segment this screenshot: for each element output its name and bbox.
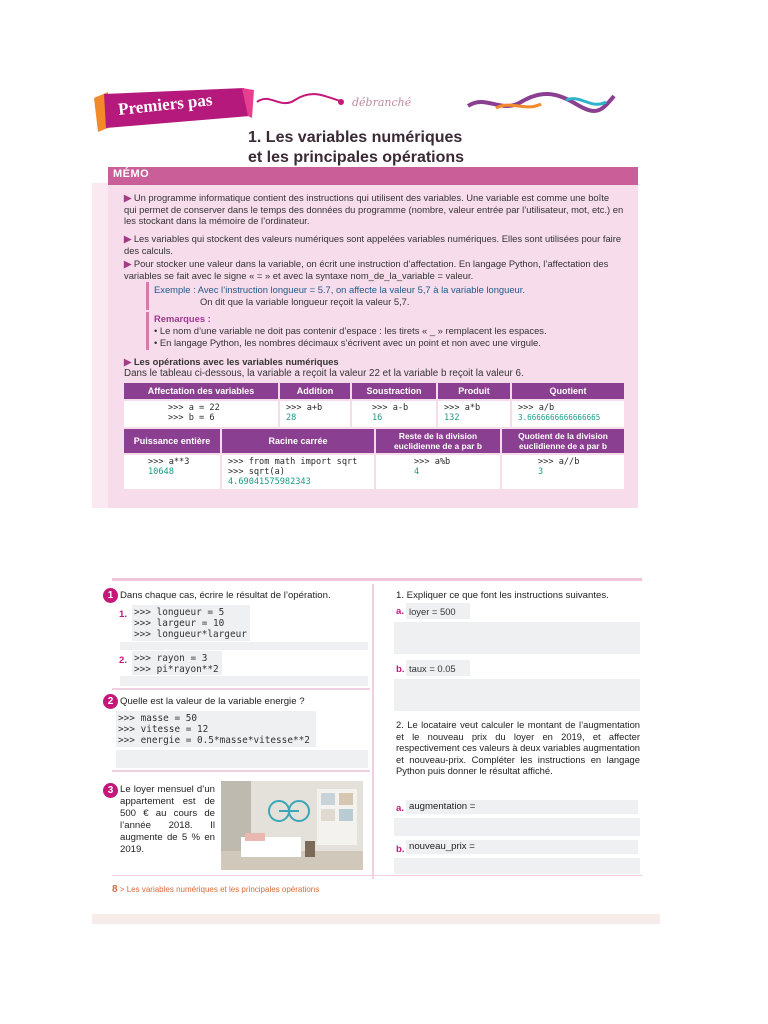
remarks-title: Remarques :	[154, 313, 211, 324]
table-cell: >>> a+b 28	[279, 400, 351, 430]
memo-label: MÉMO	[113, 168, 150, 180]
remark-2: • En langage Python, les nombres décimaux s’écrivent avec un point et non avec une virgule.	[154, 337, 541, 348]
ops-title: ▶ Les opérations avec les variables numériques	[124, 356, 339, 367]
table-cell: >>> from math import sqrt >>> sqrt(a) 4.69041575982343	[221, 454, 375, 490]
table-cell: >>> a*b 132	[437, 400, 511, 430]
page-footer	[112, 884, 319, 895]
banner-label: Premiers pas	[117, 90, 214, 119]
example-line-2: On dit que la variable longueur reçoit la valeur 5,7.	[200, 296, 410, 307]
ribbon-decoration-icon	[466, 90, 616, 116]
answer-space[interactable]	[394, 679, 640, 711]
question-1a-label: a.	[396, 606, 405, 617]
table-header: Quotient	[511, 382, 625, 400]
exercise-1-item-1-code: >>> longueur = 5 >>> largeur = 10 >>> longueur*largeur	[134, 607, 247, 640]
table-cell: >>> a//b 3	[501, 454, 625, 490]
question-2-text: 2. Le locataire veut calculer le montant de l’augmentation et le nouveau prix du loyer en 2019, et affecter respectivement ces valeurs à deux variables augmentation et nouveau-prix. Compléter les instructions en langage Python puis donner le résultat affiché.	[396, 719, 640, 777]
footer-chapter-title: Les variables numériques et les principales opérations	[126, 885, 320, 894]
divider	[112, 688, 370, 690]
exercise-2-title: Quelle est la valeur de la variable energie ?	[120, 696, 305, 707]
table-header: Affectation des variables	[123, 382, 279, 400]
arrow-icon: ▶	[124, 192, 132, 203]
exercise-number-badge: 2	[103, 694, 118, 709]
footer-band	[92, 914, 660, 924]
answer-space[interactable]	[120, 642, 368, 650]
section-title-line2: et les principales opérations	[248, 149, 465, 166]
answer-space[interactable]	[394, 622, 640, 654]
table-cell: >>> a/b 3.6666666666666665	[511, 400, 625, 430]
table-cell: >>> a**3 10648	[123, 454, 221, 490]
divider	[112, 770, 370, 772]
table-header: Quotient de la division euclidienne de a par b	[501, 428, 625, 454]
table-header: Reste de la division euclidienne de a par b	[375, 428, 501, 454]
question-1a-code: loyer = 500	[409, 606, 456, 617]
chevron-right-icon: >	[119, 885, 125, 894]
exercise-1-item-2-label: 2.	[119, 655, 128, 666]
ops-intro: Dans le tableau ci-dessous, la variable a reçoit la valeur 22 et la variable b reçoit la valeur 6.	[124, 368, 524, 379]
exercise-number-badge: 1	[103, 588, 118, 603]
exercise-1-item-2-code: >>> rayon = 3 >>> pi*rayon**2	[134, 653, 219, 675]
exercise-1-item-1-label: 1.	[119, 609, 128, 620]
answer-space[interactable]	[116, 750, 368, 768]
column-divider	[372, 584, 374, 879]
question-2a-label: a.	[396, 803, 405, 814]
question-1-title: 1. Expliquer ce que font les instructions suivantes.	[396, 590, 609, 601]
question-2b-code: nouveau_prix =	[409, 841, 475, 852]
apartment-photo	[221, 781, 363, 870]
table-header: Addition	[279, 382, 351, 400]
table-cell: >>> a%b 4	[375, 454, 501, 490]
answer-space[interactable]	[120, 676, 368, 686]
remark-1: • Le nom d’une variable ne doit pas contenir d’espace : les tirets « _ » remplacent les espaces.	[154, 325, 547, 336]
table-header: Racine carrée	[221, 428, 375, 454]
table-header: Produit	[437, 382, 511, 400]
debranche-label: débranché	[352, 96, 412, 109]
exercise-1-title: Dans chaque cas, écrire le résultat de l’opération.	[120, 590, 331, 601]
exercise-number-badge: 3	[103, 783, 118, 798]
question-1b-code: taux = 0.05	[409, 663, 456, 674]
table-header: Soustraction	[351, 382, 437, 400]
example-line-1: Exemple : Avec l’instruction longueur = 5.7, on affecte la valeur 5,7 à la variable longueur.	[154, 284, 525, 295]
memo-paragraph-3: ▶ Pour stocker une valeur dans la variable, on écrit une instruction d’affectation. En langage Python, l’affectation des variables se fait avec le signe « = » et avec la syntaxe nom_de_la_variable = valeur.	[124, 258, 609, 281]
answer-space[interactable]	[394, 858, 640, 874]
question-2a-code: augmentation =	[409, 801, 476, 812]
arrow-icon: ▶	[124, 258, 132, 269]
table-cell: >>> a = 22 >>> b = 6	[123, 400, 279, 430]
answer-space[interactable]	[394, 818, 640, 836]
table-cell: >>> a-b 16	[351, 400, 437, 430]
arrow-icon: ▶	[124, 356, 132, 367]
ops-table-1	[122, 381, 626, 431]
memo-band	[108, 167, 638, 185]
ops-table-2	[122, 427, 626, 491]
exercise-3-text: Le loyer mensuel d’un appartement est de 500 € au cours de l’année 2018. Il augmente de 5 % en 2019.	[120, 784, 215, 855]
exercise-2-code: >>> masse = 50 >>> vitesse = 12 >>> energie = 0.5*masse*vitesse**2	[118, 713, 310, 746]
page-number: 8	[112, 884, 118, 895]
arrow-icon: ▶	[124, 233, 132, 244]
squiggle-decoration-icon	[255, 90, 345, 112]
question-2b-label: b.	[396, 844, 405, 855]
memo-paragraph-1: ▶ Un programme informatique contient des instructions qui utilisent des variables. Une variable est comme une boîte qui permet de conserver dans le temps des données du programme (nombre, valeur entrée par l’utilisateur, mot, etc.) en les stockant dans la mémoire de l’ordinateur.	[124, 192, 624, 227]
memo-paragraph-2: ▶ Les variables qui stockent des valeurs numériques sont appelées variables numériques. Elles sont utilisées pour faire des calculs.	[124, 233, 622, 256]
table-header: Puissance entière	[123, 428, 221, 454]
section-title-line1: 1. Les variables numériques	[248, 129, 463, 146]
question-1b-label: b.	[396, 664, 405, 675]
